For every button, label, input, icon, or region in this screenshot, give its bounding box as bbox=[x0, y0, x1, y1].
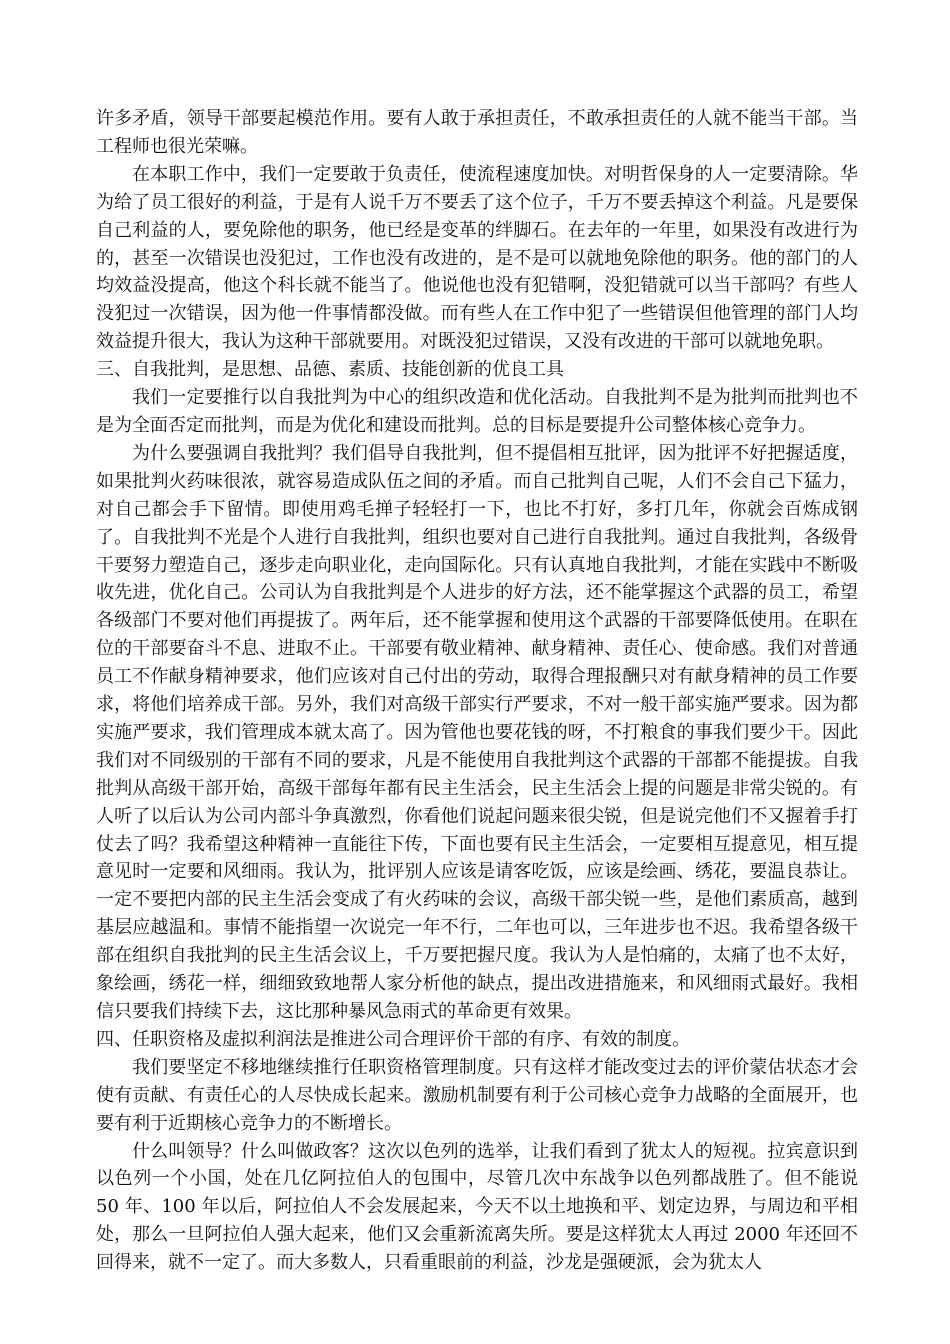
paragraph: 什么叫领导？什么叫做政客？这次以色列的选举，让我们看到了犹太人的短视。拉宾意识到以色列一个小国，处在几亿阿拉伯人的包围中，尽管几次中东战争以色列都战胜了。但不能说 50 年、100 年以后，阿拉伯人不会发展起来，今天不以土地换和平、划定边界，与周边和平相处，那么一旦阿拉伯人强大起来，他们又会重新流离失所。要是这样犹太人再过 2000 年还回不回得来，就不一定了。而大多数人，只看重眼前的利益，沙龙是强硬派，会为犹太人 bbox=[96, 1140, 858, 1274]
section-heading: 三、自我批判，是思想、品德、素质、技能创新的优良工具 bbox=[96, 359, 564, 381]
paragraph: 在本职工作中，我们一定要敢于负责任，使流程速度加快。对明哲保身的人一定要清除。华为给了员工很好的利益，于是有人说千万不要丢了这个位子，千万不要丢掉这个利益。凡是要保自己利益的人，要免除他的职务，他已经是变革的绊脚石。在去年的一年里，如果没有改进行为的，甚至一次错误也没犯过，工作也没有改进的，是不是可以就地免除他的职务。他的部门的人均效益没提高，他这个科长就不能当了。他说他也没有犯错啊，没犯错就可以当干部吗？有些人没犯过一次错误，因为他一件事情都没做。而有些人在工作中犯了一些错误但他管理的部门人均效益提升很大，我认为这种干部就要用。对既没犯过错误，又没有改进的干部可以就地免职。 bbox=[96, 163, 858, 353]
paragraph: 为什么要强调自我批判？我们倡导自我批判，但不提倡相互批评，因为批评不好把握适度，如果批判火药味很浓，就容易造成队伍之间的矛盾。而自己批判自己呢，人们不会自己下猛力，对自己都会手下留情。即使用鸡毛掸子轻轻打一下，也比不打好，多打几年，你就会百炼成钢了。自我批判不光是个人进行自我批判，组织也要对自己进行自我批判。通过自我批判，各级骨干要努力塑造自己，逐步走向职业化，走向国际化。只有认真地自我批判，才能在实践中不断吸收先进，优化自己。公司认为自我批判是个人进步的好方法，还不能掌握这个武器的员工，希望各级部门不要对他们再提拔了。两年后，还不能掌握和使用这个武器的干部要降低使用。在职在位的干部要奋斗不息、进取不止。干部要有敬业精神、献身精神、责任心、使命感。我们对普通员工不作献身精神要求，他们应该对自己付出的劳动，取得合理报酬只对有献身精神的员工作要求，将他们培养成干部。另外，我们对高级干部实行严要求，不对一般干部实施严要求。因为都实施严要求，我们管理成本就太高了。因为管他也要花钱的呀，不打粮食的事我们要少干。因此我们对不同级别的干部有不同的要求，凡是不能使用自我批判这个武器的干部都不能提拔。自我批判从高级干部开始，高级干部每年都有民主生活会，民主生活会上提的问题是非常尖锐的。有人听了以后认为公司内部斗争真激烈，你看他们说起问题来很尖锐，但是说完他们不又握着手打仗去了吗？我希望这种精神一直能往下传，下面也要有民主生活会，一定要相互提意见，相互提意见时一定要和风细雨。我认为，批评别人应该是请客吃饭，应该是绘画、绣花，要温良恭让。一定不要把内部的民主生活会变成了有火药味的会议，高级干部尖锐一些，是他们素质高，越到基层应越温和。事情不能指望一次说完一年不行，二年也可以，三年进步也不迟。我希望各级干部在组织自我批判的民主生活会议上，千万要把握尺度。我认为人是怕痛的，太痛了也不太好，象绘画，绣花一样，细细致致地帮人家分析他的缺点，提出改进措施来，和风细雨式最好。我相信只要我们持续下去，这比那种暴风急雨式的革命更有效果。 bbox=[96, 442, 858, 1022]
paragraph: 我们要坚定不移地继续推行任职资格管理制度。只有这样才能改变过去的评价蒙估状态才会使有贡献、有责任心的人尽快成长起来。激励机制要有利于公司核心竞争力战略的全面展开，也要有利于近期核心竞争力的不断增长。 bbox=[96, 1056, 858, 1134]
paragraph: 我们一定要推行以自我批判为中心的组织改造和优化活动。自我批判不是为批判而批判也不是为全面否定而批判，而是为优化和建设而批判。总的目标是要提升公司整体核心竞争力。 bbox=[96, 387, 858, 436]
section-heading: 四、任职资格及虚拟利润法是推进公司合理评价干部的有序、有效的制度。 bbox=[96, 1028, 690, 1050]
paragraph-continued: 许多矛盾，领导干部要起模范作用。要有人敢于承担责任，不敢承担责任的人就不能当干部。当工程师也很光荣嘛。 bbox=[96, 108, 858, 157]
document-page bbox=[96, 105, 858, 1277]
